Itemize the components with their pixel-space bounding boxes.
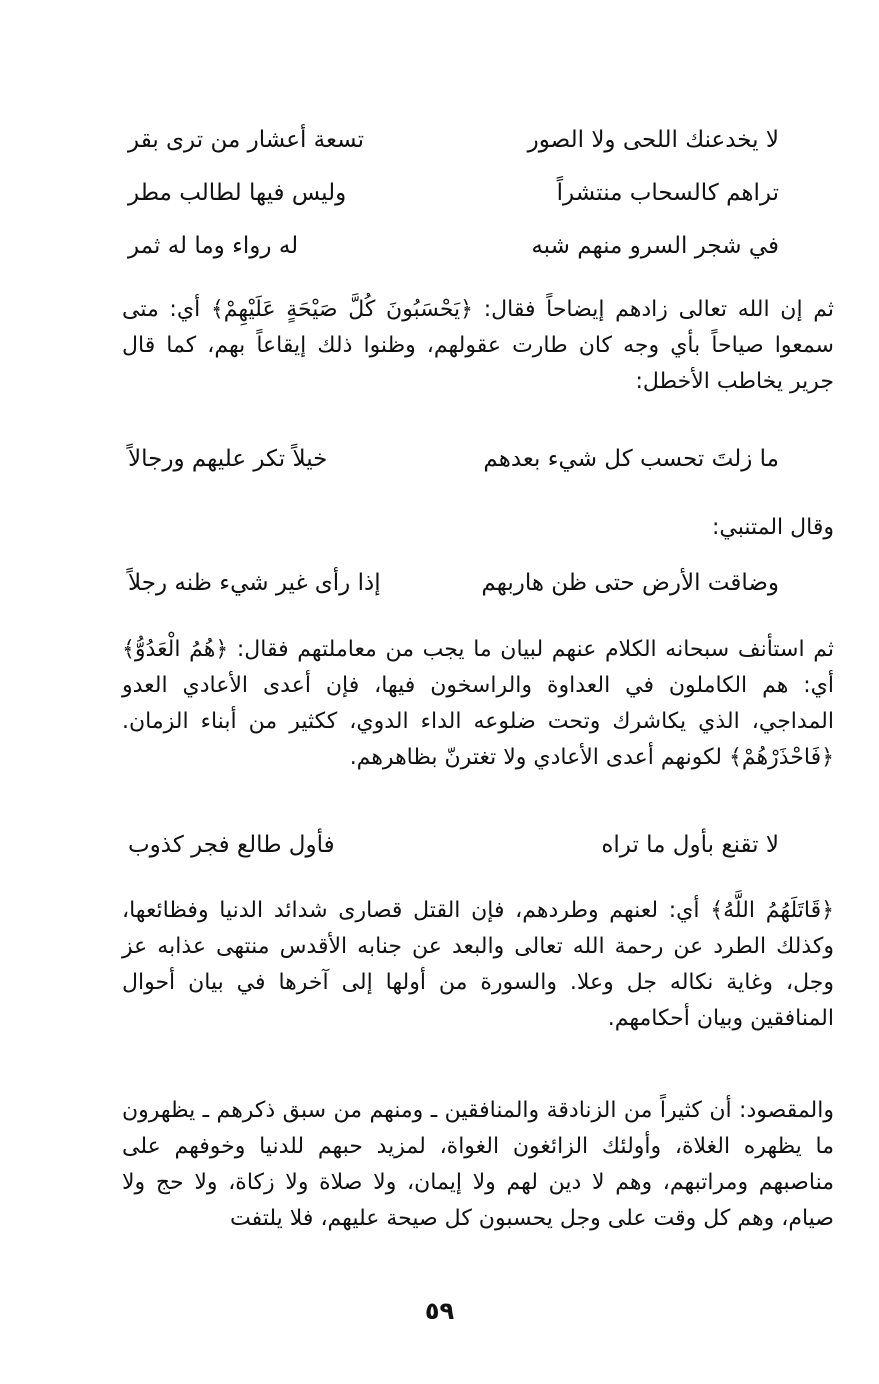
verse-first-hemistich: في شجر السرو منهم شبه — [531, 233, 779, 259]
verse-second-hemistich: وليس فيها لطالب مطر — [128, 180, 347, 206]
verse-second-hemistich: إذا رأى غير شيء ظنه رجلاً — [128, 570, 381, 596]
verse-line — [128, 180, 779, 216]
verse-second-hemistich: فأول طالع فجر كذوب — [128, 832, 335, 858]
page-number: ٥٩ — [424, 1297, 455, 1325]
verse-line — [128, 127, 779, 163]
verse-line — [128, 446, 779, 482]
verse-first-hemistich: لا تقنع بأول ما تراه — [601, 832, 779, 858]
body-paragraph: والمقصود: أن كثيراً من الزنادقة والمنافقين ـ ومنهم من سبق ذكرهم ـ يظهرون ما يظهره الغلاة، وأولئك الزائغون الغواة، لمزيد حبهم للدنيا وخوفهم على مناصبهم ومراتبهم، وهم لا دين لهم ولا إيمان، ولا صلاة ولا زكاة، ولا حج ولا صيام، وهم كل وقت على وجل يحسبون كل صيحة عليهم، فلا يلتفت — [122, 1098, 834, 1231]
verse-line — [128, 832, 779, 868]
body-paragraph: وقال المتنبي: — [711, 515, 834, 540]
verse-second-hemistich: تسعة أعشار من ترى بقر — [128, 127, 364, 153]
verse-first-hemistich: لا يخدعنك اللحى ولا الصور — [527, 127, 779, 153]
verse-first-hemistich: ما زلتَ تحسب كل شيء بعدهم — [483, 446, 779, 472]
verse-line — [128, 570, 779, 606]
verse-second-hemistich: له رواء وما له ثمر — [128, 233, 299, 259]
body-paragraph: ﴿قَاتَلَهُمُ اللَّهُ﴾ أي: لعنهم وطردهم، فإن القتل قصارى شدائد الدنيا وفظائعها، وكذلك الطرد عن رحمة الله تعالى والبعد عن جنابه الأقدس منتهى عذابه عز وجل، وغاية نكاله جل وعلا. والسورة من أولها إلى آخرها في بيان أحوال المنافقين وبيان أحكامهم. — [122, 898, 834, 1031]
verse-second-hemistich: خيلاً تكر عليهم ورجالاً — [128, 446, 328, 472]
body-paragraph: ثم إن الله تعالى زادهم إيضاحاً فقال: ﴿يَحْسَبُونَ كُلَّ صَيْحَةٍ عَلَيْهِمْ﴾ أي: متى سمعوا صياحاً بأي وجه كان طارت عقولهم، وظنوا ذلك إيقاعاً بهم، كما قال جرير يخاطب الأخطل: — [122, 297, 834, 394]
verse-first-hemistich: وضاقت الأرض حتى ظن هاربهم — [481, 570, 779, 596]
body-paragraph: ثم استأنف سبحانه الكلام عنهم لبيان ما يجب من معاملتهم فقال: ﴿هُمُ الْعَدُوُّ﴾ أي: هم الكاملون في العداوة والراسخون فيها، فإن أعدى الأعادي العدو المداجي، الذي يكاشرك وتحت ضلوعه الداء الدوي، ككثير من أبناء الزمان. ﴿فَاحْذَرْهُمْ﴾ لكونهم أعدى الأعادي ولا تغترنّ بظاهرهم. — [122, 637, 834, 770]
verse-line — [128, 233, 779, 269]
verse-first-hemistich: تراهم كالسحاب منتشراً — [556, 180, 779, 206]
